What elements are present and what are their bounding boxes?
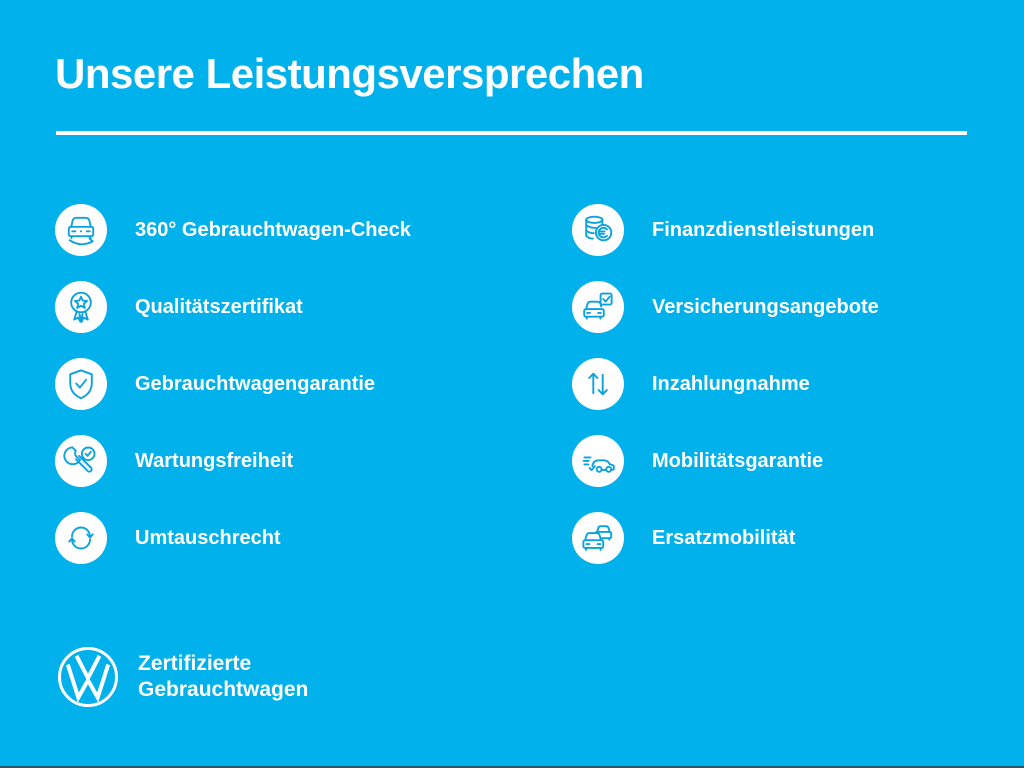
promise-column-right [572,204,879,564]
list-item [572,512,879,564]
wrench-check-icon [55,435,107,487]
list-item [572,204,879,256]
list-item [572,435,879,487]
shield-check-icon [55,358,107,410]
promise-label: Qualitätszertifikat [135,295,303,318]
arrows-up-down-icon [572,358,624,410]
car-checkbox-icon [572,281,624,333]
promise-label: Mobilitätsgarantie [652,449,824,472]
list-item [55,204,411,256]
promise-label: Versicherungsangebote [652,295,879,318]
two-cars-icon [572,512,624,564]
promise-label: Inzahlungnahme [652,372,810,395]
promise-label: Ersatzmobilität [652,526,796,549]
page-title: Unsere Leistungsversprechen [55,50,644,97]
exchange-arrows-icon [55,512,107,564]
promise-label: Umtauschrecht [135,526,281,549]
list-item [55,281,411,333]
promise-label: 360° Gebrauchtwagen-Check [135,218,411,241]
car-motion-check-icon [572,435,624,487]
title-divider [56,131,967,135]
footer-brand [56,645,308,709]
car-360-icon [55,204,107,256]
list-item [55,512,411,564]
brand-line2: Gebrauchtwagen [138,678,309,701]
list-item [572,281,879,333]
list-item [55,358,411,410]
promise-label: Finanzdienstleistungen [652,218,875,241]
promise-label: Wartungsfreiheit [135,449,294,472]
brand-line1: Zertifizierte [138,652,252,675]
vw-logo [56,645,120,709]
list-item [55,435,411,487]
promise-column-left [55,204,411,564]
award-rosette-icon [55,281,107,333]
brand-text [138,651,308,703]
promise-label: Gebrauchtwagengarantie [135,372,376,395]
coins-euro-icon [572,204,624,256]
list-item [572,358,879,410]
